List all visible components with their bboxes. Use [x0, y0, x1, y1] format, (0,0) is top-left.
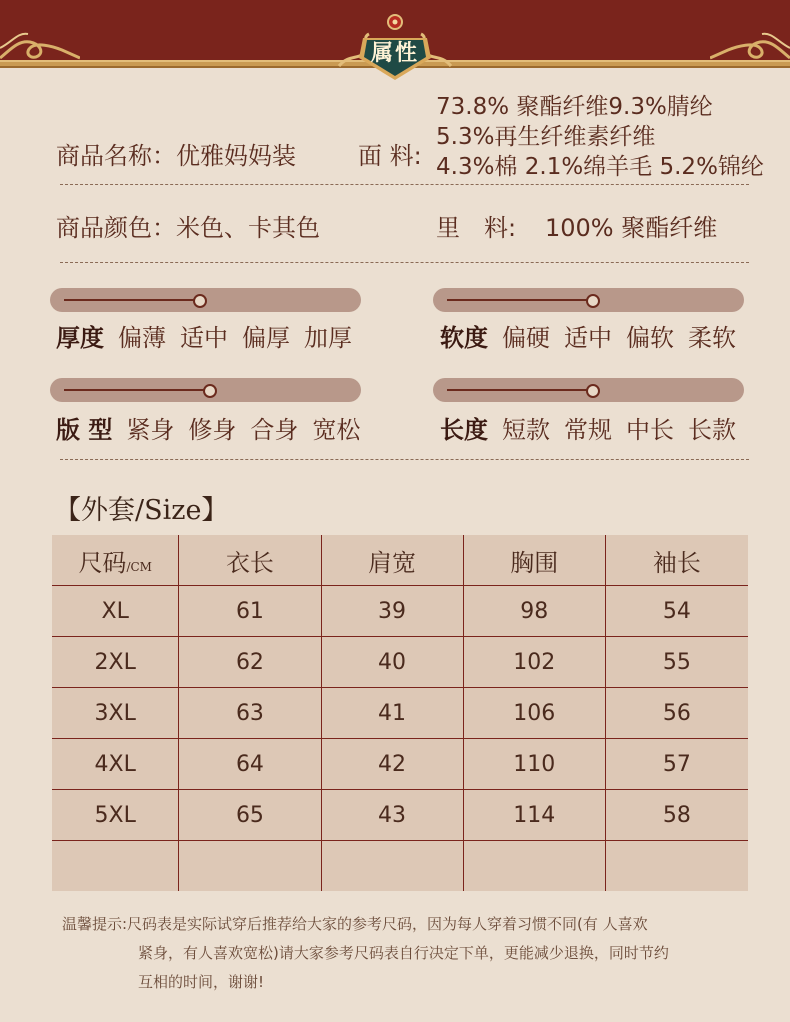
tips-line-2: 紧身，有人喜欢宽松)请大家参考尺码表自行决定下单，更能减少退换，同时节约	[138, 944, 669, 962]
table-cell: 41	[321, 688, 463, 739]
fabric-composition	[436, 92, 764, 182]
length-option: 常规	[564, 416, 612, 444]
table-cell: 55	[605, 637, 748, 688]
product-color: 商品颜色：米色、卡其色	[56, 214, 320, 242]
fit-option: 宽松	[312, 416, 361, 444]
softness-option: 柔软	[688, 324, 736, 352]
table-cell: 2XL	[52, 637, 179, 688]
fabric-line-3: 4.3%棉 2.1%绵羊毛 5.2%锦纶	[436, 154, 764, 180]
divider	[60, 262, 749, 263]
table-row	[52, 688, 748, 739]
fit-option: 紧身	[126, 416, 175, 444]
thickness-option: 偏薄	[118, 324, 166, 352]
table-cell: 64	[179, 739, 321, 790]
table-cell: XL	[52, 586, 179, 637]
table-cell: 61	[179, 586, 321, 637]
table-header-size	[52, 535, 179, 586]
thickness-slider-knob	[193, 294, 207, 308]
softness-options	[440, 318, 750, 353]
table-row	[52, 586, 748, 637]
table-cell: 63	[179, 688, 321, 739]
size-header-label: 尺码	[78, 548, 127, 577]
table-header-cell: 肩宽	[321, 535, 463, 586]
size-header-unit: /CM	[126, 559, 152, 574]
table-header-cell: 衣长	[179, 535, 321, 586]
size-table	[52, 535, 748, 891]
table-cell: 65	[179, 790, 321, 841]
table-cell: 3XL	[52, 688, 179, 739]
table-row	[52, 637, 748, 688]
fit-slider	[50, 378, 361, 402]
lining-label: 里 料:	[436, 214, 517, 242]
table-cell-empty	[321, 841, 463, 892]
length-label: 长度	[440, 416, 488, 444]
thickness-slider-line	[64, 299, 199, 301]
thickness-option: 适中	[180, 324, 228, 352]
fabric-label: 面 料:	[358, 142, 422, 170]
fit-slider-line	[64, 389, 209, 391]
table-cell-empty	[463, 841, 605, 892]
table-cell-empty	[179, 841, 321, 892]
tips-line-3: 互相的时间，谢谢!	[138, 973, 265, 991]
softness-option: 偏硬	[502, 324, 550, 352]
table-row-empty	[52, 841, 748, 892]
length-options	[440, 410, 750, 445]
fit-label: 版 型	[56, 416, 113, 444]
size-section-title: 【外套/Size】	[54, 495, 229, 526]
thickness-option: 偏厚	[242, 324, 290, 352]
fit-options	[56, 410, 374, 445]
left-cloud-ornament-icon	[0, 20, 80, 60]
table-header-cell: 袖长	[605, 535, 748, 586]
tips-line-1: 温馨提示:尺码表是实际试穿后推荐给大家的参考尺码，因为每人穿着习惯不同(有 人喜欢	[62, 915, 648, 933]
length-option: 长款	[688, 416, 736, 444]
table-cell: 42	[321, 739, 463, 790]
fit-slider-knob	[203, 384, 217, 398]
table-cell-empty	[605, 841, 748, 892]
fabric-line-2: 5.3%再生纤维素纤维	[436, 124, 656, 150]
table-row	[52, 739, 748, 790]
product-name: 商品名称：优雅妈妈装	[56, 142, 296, 170]
length-slider-knob	[586, 384, 600, 398]
table-cell: 62	[179, 637, 321, 688]
table-cell: 114	[463, 790, 605, 841]
softness-slider-line	[447, 299, 592, 301]
thickness-option: 加厚	[304, 324, 352, 352]
length-slider	[433, 378, 744, 402]
softness-slider	[433, 288, 744, 312]
table-cell: 98	[463, 586, 605, 637]
softness-slider-knob	[586, 294, 600, 308]
table-header-row	[52, 535, 748, 586]
size-tips	[62, 910, 752, 997]
fit-option: 合身	[250, 416, 299, 444]
table-cell: 43	[321, 790, 463, 841]
lining-value: 100% 聚酯纤维	[545, 214, 718, 242]
table-cell: 102	[463, 637, 605, 688]
thickness-options	[56, 318, 366, 353]
table-cell: 54	[605, 586, 748, 637]
thickness-label: 厚度	[56, 324, 104, 352]
table-cell: 40	[321, 637, 463, 688]
fabric-line-1: 73.8% 聚酯纤维9.3%腈纶	[436, 94, 713, 120]
table-cell: 39	[321, 586, 463, 637]
right-cloud-ornament-icon	[710, 20, 790, 60]
fit-option: 修身	[188, 416, 237, 444]
table-cell: 58	[605, 790, 748, 841]
length-option: 中长	[626, 416, 674, 444]
table-header-cell: 胸围	[463, 535, 605, 586]
table-cell: 110	[463, 739, 605, 790]
thickness-slider	[50, 288, 361, 312]
length-slider-line	[447, 389, 592, 391]
table-row	[52, 790, 748, 841]
table-cell: 56	[605, 688, 748, 739]
divider	[60, 184, 749, 185]
table-cell-empty	[52, 841, 179, 892]
softness-option: 适中	[564, 324, 612, 352]
table-cell: 5XL	[52, 790, 179, 841]
softness-label: 软度	[440, 324, 488, 352]
divider	[60, 459, 749, 460]
table-cell: 57	[605, 739, 748, 790]
attribute-badge-label: 属性	[370, 41, 419, 66]
table-cell: 106	[463, 688, 605, 739]
softness-option: 偏软	[626, 324, 674, 352]
table-cell: 4XL	[52, 739, 179, 790]
length-option: 短款	[502, 416, 550, 444]
